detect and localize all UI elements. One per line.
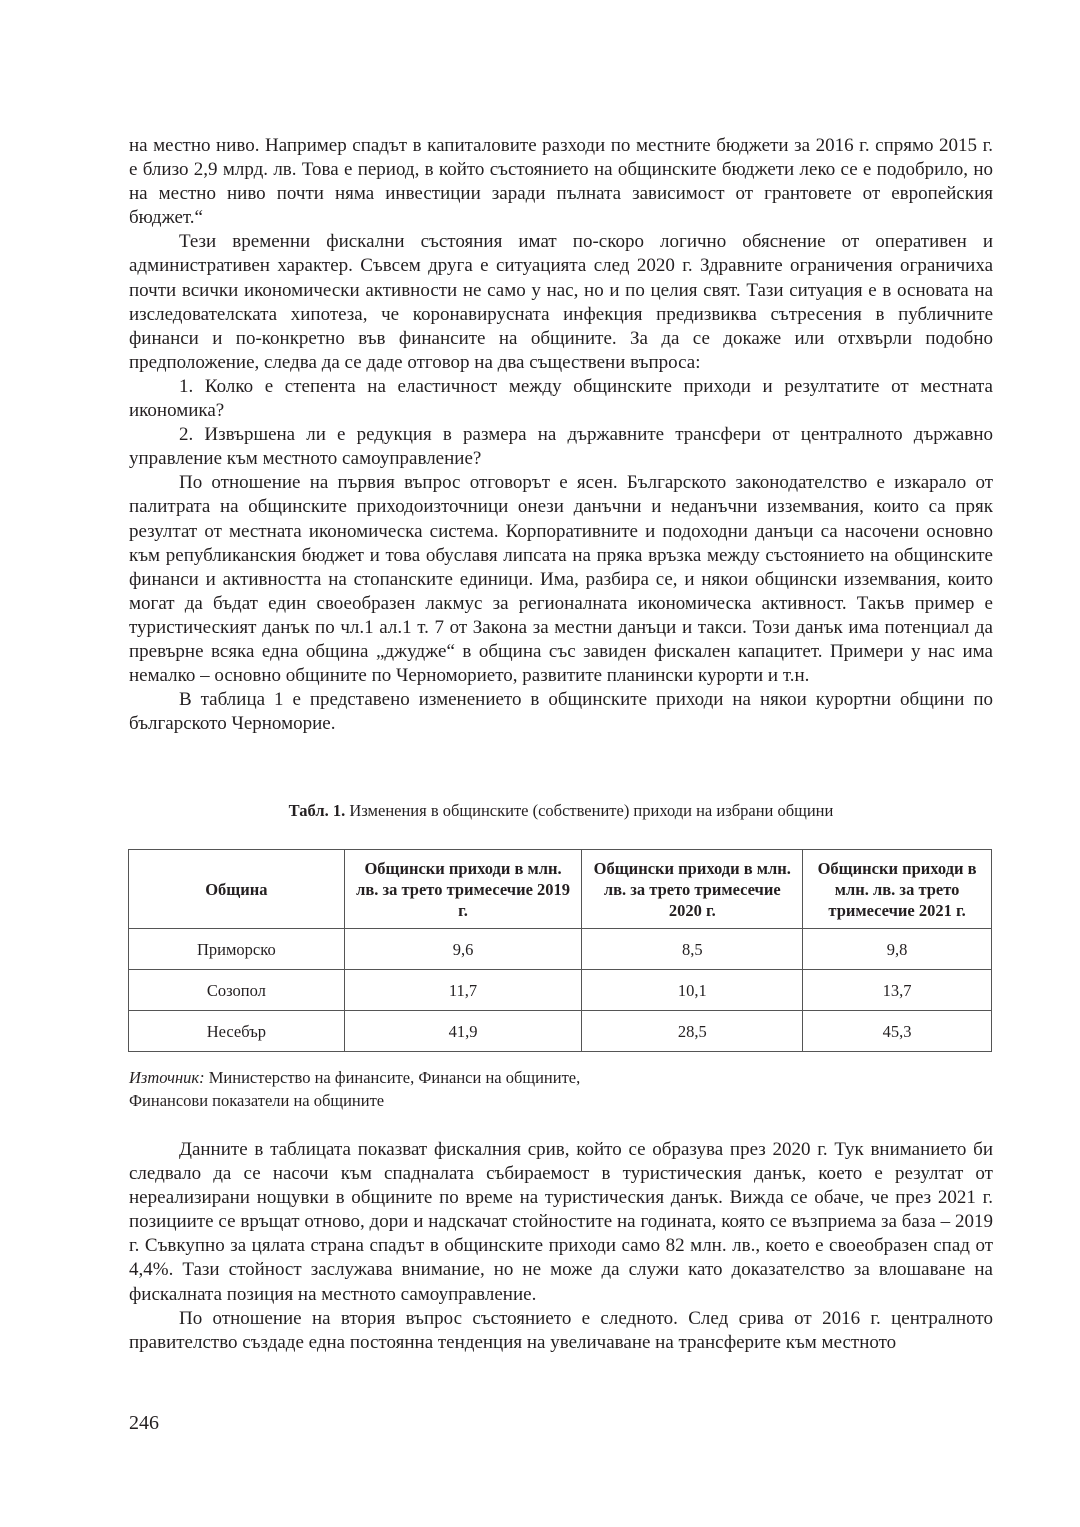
table-row [129,970,992,1011]
cell-2020: 10,1 [582,970,803,1011]
source-line-1: Министерство на финансите, Финанси на общините, [204,1068,581,1087]
table-row [129,1011,992,1052]
header-2020: Общински приходи в млн. лв. за трето тримесечие 2020 г. [582,850,803,929]
cell-municipality: Созопол [129,970,345,1011]
paragraph: Тези временни фискални състояния имат по-скоро логично обяснение от оперативен и административен характер. Съвсем друга е ситуацията след 2020 г. Здравните ограничения ограничиха почти всички икономически активности не само у нас, но и по целия свят. Тази ситуация е в основата на изследователската хипотеза, че коронавирусната инфекция предизвиква сътресения в публичните финанси и по-конкретно във финансите на общините. За да се докаже или отхвърли подобно предположение, следва да се даде отговор на два съществени въпроса: [129,231,993,373]
cell-municipality: Приморско [129,929,345,970]
cell-2021: 13,7 [803,970,992,1011]
table-row [129,929,992,970]
header-2019: Общински приходи в млн. лв. за трето тримесечие 2019 г. [344,850,582,929]
cell-2019: 41,9 [344,1011,582,1052]
revenue-table [128,849,992,1052]
question-2: 2. Извършена ли е редукция в размера на държавните трансфери от централното държавно управление към местното самоуправление? [129,424,993,470]
cell-2020: 8,5 [582,929,803,970]
paragraph: По отношение на втория въпрос състоянието е следното. След срива от 2016 г. централното правителство създаде една постоянна тенденция на увеличаване на трансферите към местното [129,1307,993,1353]
table-caption-label: Табл. 1. [288,801,346,820]
paragraph: Данните в таблицата показват фискалния срив, който се образува през 2020 г. Тук вниманието би следвало да се насочи към спадналата събираемост в туристическия данък, което е резултат от нереализирани нощувки в общините по време на туристическия данък. Вижда се обаче, че през 2021 г. позициите се връщат отново, дори и надскачат стойностите на годината, която се възприема за база – 2019 г. Съвкупно за цялата страна спадът в общинските приходи само 82 млн. лв., което е своеобразен спад от 4,4%. Тази стойност заслужава внимание, но не може да служи като доказателство за влошаване на фискалната позиция на местното самоуправление. [129,1139,993,1305]
cell-2021: 9,8 [803,929,992,970]
paragraph: По отношение на първия въпрос отговорът е ясен. Българското законодателство е изкарало от палитрата на общинските приходоизточници онези данъчни и неданъчни изземвания, които са пряк резултат от местната икономическа система. Корпоративните и подоходни данъци са насочени основно към републиканския бюджет и това обуславя липсата на пряка връзка между състоянието на общинските финанси и активността на стопанските единици. Има, разбира се, и някои общински изземвания, които могат да бъдат един своеобразен лакмус за регионалната икономическа активност. Такъв пример е туристическият данък по чл.1 ал.1 т. 7 от Закона за местни данъци и такси. Този данък има потенциал да превърне всяка една община „джудже“ в община със завиден фискален капацитет. Примери у нас има немалко – основно общините по Черноморието, развитите планински курорти и т.н. [129,472,993,687]
table-caption-text: Изменения в общинските (собствените) приходи на избрани общини [345,801,834,820]
table-caption [129,800,993,822]
cell-municipality: Несебър [129,1011,345,1052]
body-text-bottom [129,1138,993,1355]
cell-2020: 28,5 [582,1011,803,1052]
header-municipality: Община [129,850,345,929]
page-number: 246 [129,1412,159,1434]
table-source [129,1066,580,1112]
body-text-top [129,134,993,736]
source-label: Източник: [129,1068,205,1087]
header-2021: Общински приходи в млн. лв. за трето тримесечие 2021 г. [803,850,992,929]
source-line-2: Финансови показатели на общините [129,1091,385,1110]
paragraph: В таблица 1 е представено изменението в общинските приходи на някои курортни общини по българското Черноморие. [129,689,993,735]
table-header-row [129,850,992,929]
cell-2019: 11,7 [344,970,582,1011]
cell-2019: 9,6 [344,929,582,970]
paragraph: на местно ниво. Например спадът в капиталовите разходи по местните бюджети за 2016 г. спрямо 2015 г. е близо 2,9 млрд. лв. Това е период, в който състоянието на общинските бюджети леко се е подобрило, но на местно ниво почти няма инвестиции заради пълната зависимост от грантовете от европейския бюджет.“ [129,135,993,229]
question-1: 1. Колко е степента на еластичност между общинските приходи и резултатите от местната икономика? [129,375,993,422]
cell-2021: 45,3 [803,1011,992,1052]
